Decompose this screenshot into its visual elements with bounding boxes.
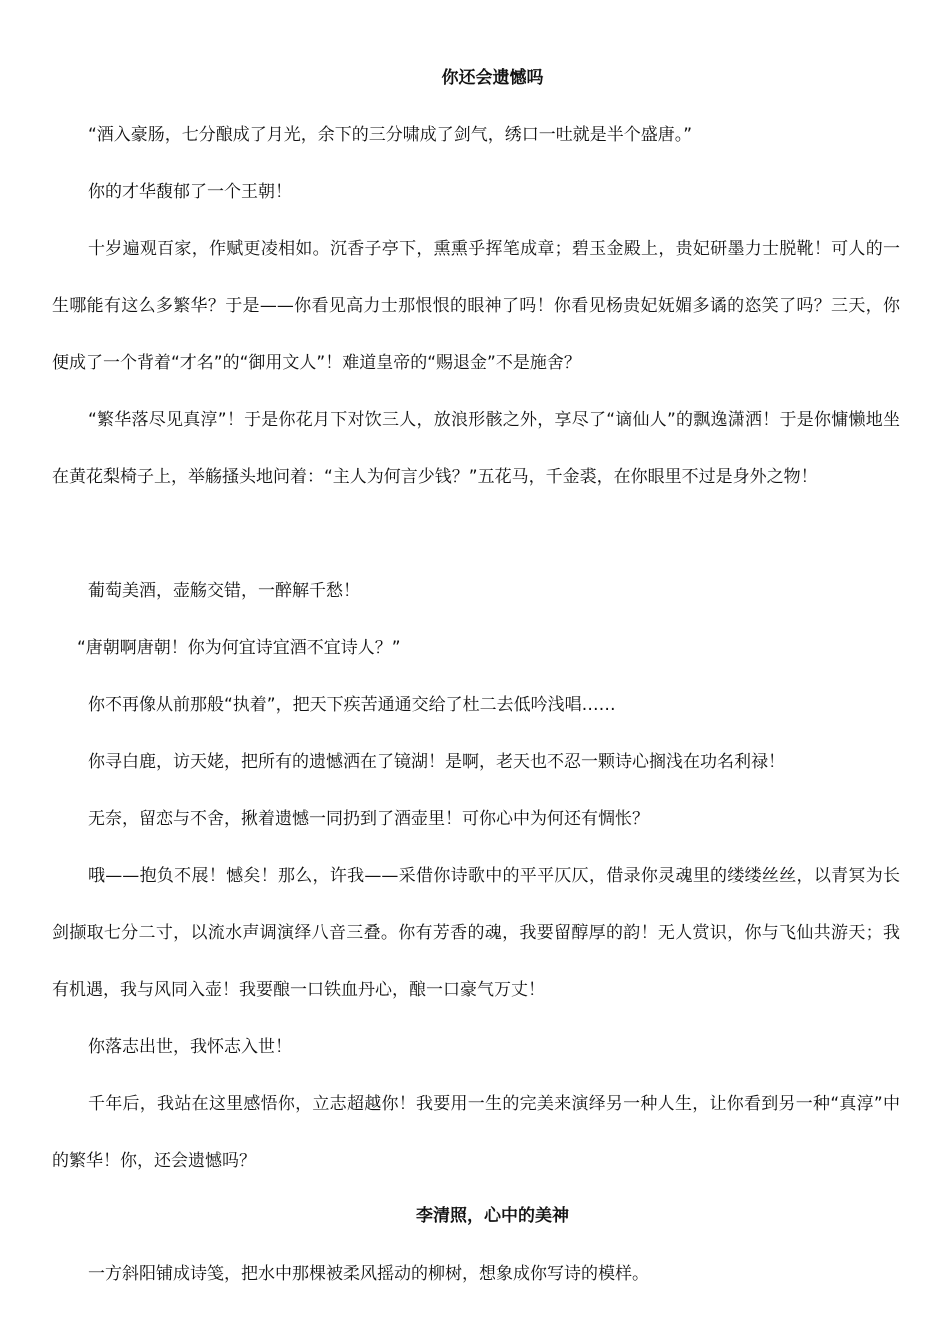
essay-1-paragraph-1: “酒入豪肠，七分酿成了月光，余下的三分啸成了剑气，绣口一吐就是半个盛唐。” <box>88 125 693 145</box>
essay-1-paragraph-10: 哦——抱负不展！憾矣！那么，许我——采借你诗歌中的平平仄仄，借录你灵魂里的缕缕丝丝，以青冥为长剑撷取七分二寸，以流水声调演绎八音三叠。你有芳香的魂，我要留醇厚的韵！无人赏识，你与飞仙共游天；我有机遇，我与风同入壶！我要酿一口铁血丹心，酿一口豪气万丈！ <box>52 866 900 1000</box>
essay-2-title: 李清照，心中的美神 <box>416 1206 569 1226</box>
essay-1-paragraph-3: 十岁遍观百家，作赋更凌相如。沉香子亭下，熏熏乎挥笔成章；碧玉金殿上，贵妃研墨力士脱靴！可人的一生哪能有这么多繁华？于是——你看见高力士那恨恨的眼神了吗！你看见杨贵妃妩媚多谲的恣笑了吗？三天，你便成了一个背着“才名”的“御用文人”！难道皇帝的“赐退金”不是施舍？ <box>52 239 900 373</box>
essay-1-paragraph-11: 你落志出世，我怀志入世！ <box>88 1037 292 1057</box>
essay-1-paragraph-5: 葡萄美酒，壶觞交错，一醉解千愁！ <box>88 581 360 601</box>
essay-2-paragraph-1: 一方斜阳铺成诗笺，把水中那棵被柔风摇动的柳树，想象成你写诗的模样。 <box>88 1264 649 1284</box>
essay-1-title: 你还会遗憾吗 <box>441 68 544 88</box>
essay-1-paragraph-9: 无奈，留恋与不舍，揪着遗憾一同扔到了酒壶里！可你心中为何还有惆怅？ <box>88 809 649 829</box>
essay-1-paragraph-8: 你寻白鹿，访天姥，把所有的遗憾洒在了镜湖！是啊，老天也不忍一颗诗心搁浅在功名利禄！ <box>88 752 785 772</box>
essay-1-paragraph-12: 千年后，我站在这里感悟你，立志超越你！我要用一生的完美来演绎另一种人生，让你看到另一种“真淳”中的繁华！你，还会遗憾吗？ <box>52 1094 900 1171</box>
essay-1-paragraph-6: “唐朝啊唐朝！你为何宜诗宜酒不宜诗人？” <box>77 638 401 658</box>
essay-1-paragraph-4: “繁华落尽见真淳”！于是你花月下对饮三人，放浪形骸之外，享尽了“谪仙人”的飘逸潇洒！于是你慵懒地坐在黄花梨椅子上，举觞搔头地问着：“主人为何言少钱？”五花马，千金裘，在你眼里不过是身外之物！ <box>52 410 900 487</box>
essay-1-paragraph-2: 你的才华馥郁了一个王朝！ <box>88 182 292 202</box>
essay-1-paragraph-7: 你不再像从前那般“执着”，把天下疾苦通通交给了杜二去低吟浅唱…… <box>88 695 616 715</box>
